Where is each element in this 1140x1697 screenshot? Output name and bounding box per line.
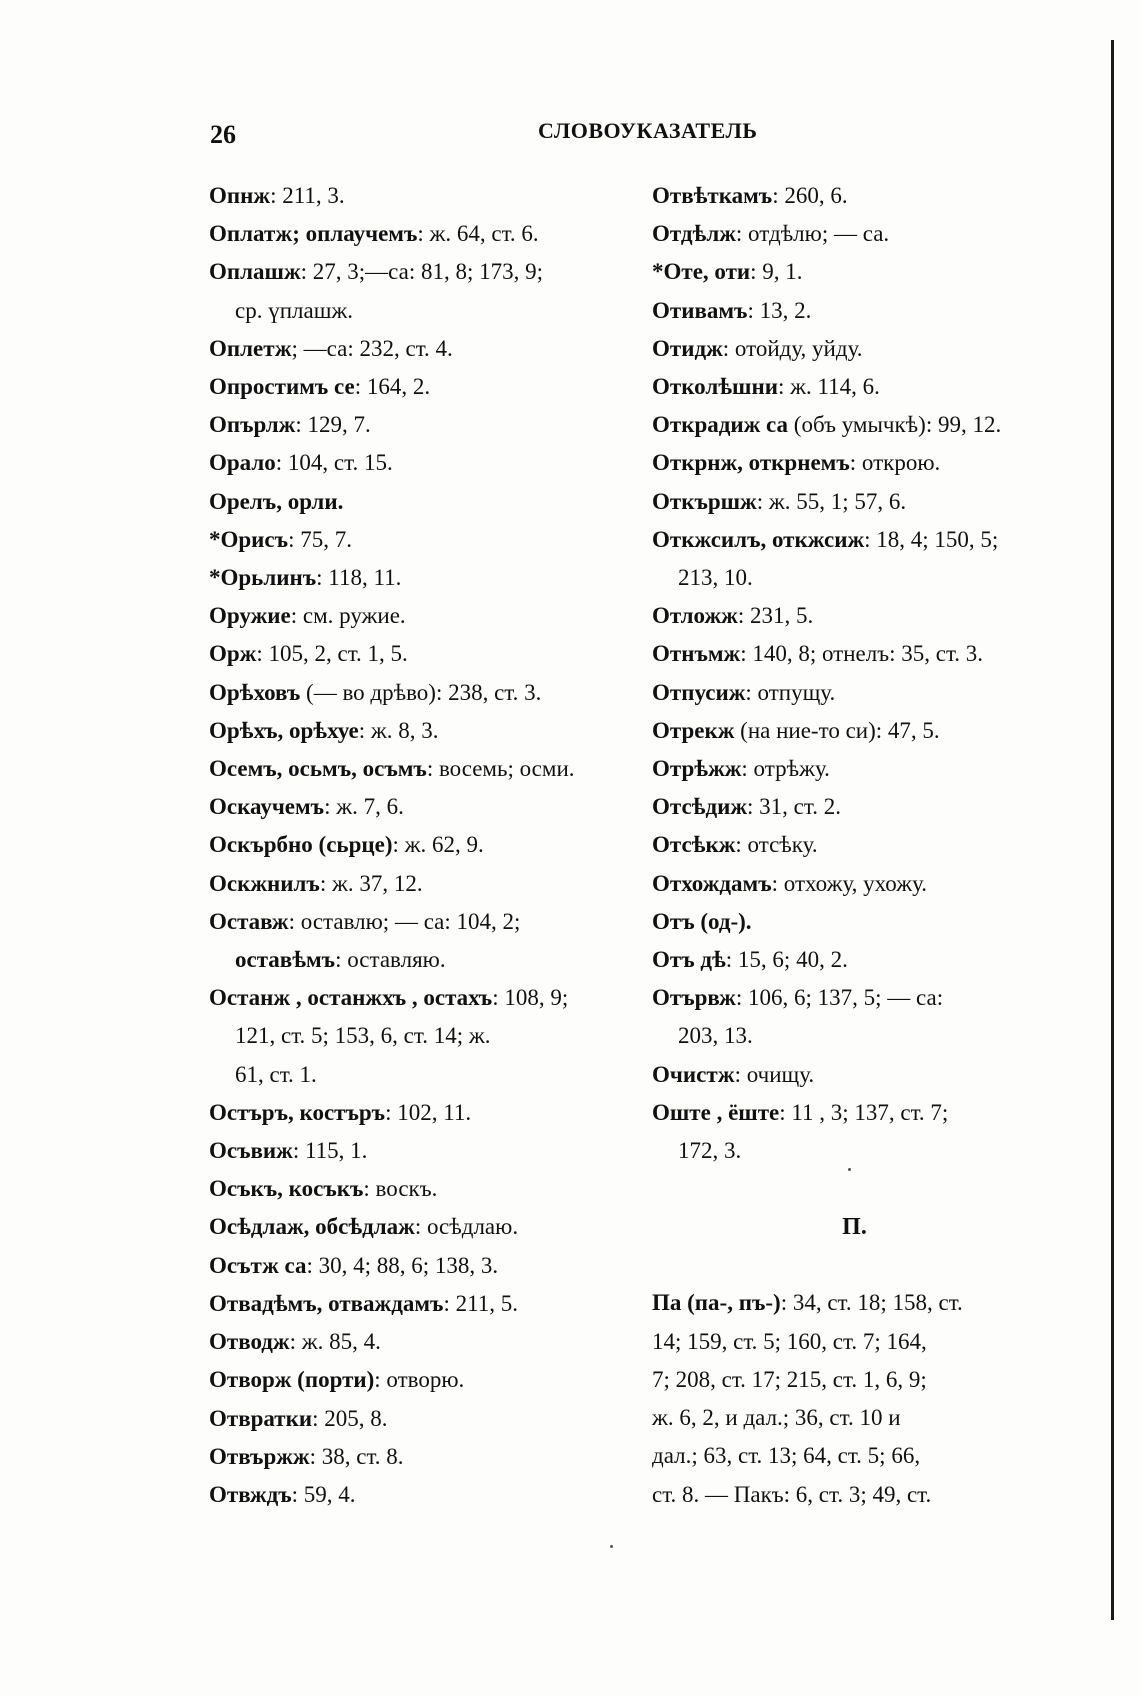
entry-reference: : 104, ст. 15.: [275, 450, 393, 476]
entry-headword: Опнж: [209, 183, 271, 208]
entry-reference: : 9, 1.: [750, 259, 803, 285]
entry-reference: : см. ружие.: [290, 603, 406, 629]
entry-reference: : 15, 6; 40, 2.: [725, 947, 848, 973]
entry-reference: : ж. 37, 12.: [319, 870, 423, 896]
entry-reference: ; —са: 232, ст. 4.: [291, 335, 453, 361]
index-entry: [209, 1056, 629, 1094]
index-entry: [652, 483, 1097, 521]
index-entry: [209, 979, 629, 1017]
entry-headword: Отводж: [209, 1329, 290, 1355]
entry-reference: : 211, 5.: [443, 1290, 518, 1316]
entry-reference: : отворю.: [374, 1367, 465, 1393]
entry-headword: *Орисъ: [209, 526, 289, 552]
entry-reference: : оставлю; — са: 104, 2;: [288, 908, 521, 934]
index-entry: [652, 1323, 1097, 1361]
running-title: СЛОВОУКАЗАТЕЛЬ: [538, 118, 758, 143]
entry-headword: Отворж (порти): [209, 1367, 375, 1393]
entry-reference: : 11 , 3; 137, ст. 7;: [779, 1099, 949, 1125]
entry-reference: : ж. 8, 3.: [358, 717, 439, 743]
entry-reference: (объ умычкѣ): 99, 12.: [788, 412, 1002, 438]
index-entry: [652, 826, 1097, 864]
index-entry: [209, 1132, 629, 1170]
index-entry: [652, 1361, 1097, 1399]
index-entry: [652, 979, 1097, 1017]
right-column-o-entries: [652, 177, 1097, 1170]
entry-headword: Орѣхъ, орѣхуе: [209, 717, 359, 743]
index-entry: [652, 1017, 1097, 1055]
entry-headword: Откършж: [652, 488, 757, 514]
index-entry: [209, 177, 629, 215]
entry-reference: : 31, ст. 2.: [747, 794, 841, 820]
index-entry: [652, 521, 1097, 559]
entry-headword: Опърлж: [209, 412, 296, 438]
index-entry: [209, 368, 629, 406]
entry-headword: Отвждъ: [209, 1481, 292, 1507]
entry-reference: : отсѣку.: [735, 832, 818, 858]
index-entry: [209, 865, 629, 903]
section-gap: [652, 1246, 1097, 1284]
index-entry: [652, 865, 1097, 903]
entry-headword: Отвържж: [209, 1443, 310, 1469]
index-entry: [652, 1094, 1097, 1132]
index-entry: [209, 903, 629, 941]
entry-reference: 213, 10.: [678, 565, 753, 591]
section-letter: П.: [842, 1214, 867, 1241]
index-entry: [209, 826, 629, 864]
entry-reference: : 106, 6; 137, 5; — са:: [735, 985, 944, 1011]
entry-reference: : 118, 11.: [316, 565, 402, 591]
entry-reference: : отойду, уйду.: [722, 335, 863, 361]
speck: [848, 1168, 851, 1171]
entry-reference: : 34, ст. 18; 158, ст.: [780, 1290, 963, 1316]
entry-reference: : ж. 62, 9.: [392, 832, 484, 858]
index-entry: [209, 597, 629, 635]
right-column-p-entries: [652, 1284, 1097, 1513]
index-entry: [652, 1056, 1097, 1094]
entry-headword: Оплетж: [209, 335, 292, 361]
index-entry: [652, 635, 1097, 673]
index-entry: [652, 368, 1097, 406]
index-entry: [209, 406, 629, 444]
entry-headword: Оскжнилъ: [209, 870, 320, 896]
index-entry: [652, 941, 1097, 979]
entry-reference: 61, ст. 1.: [235, 1061, 317, 1087]
entry-reference: : оставляю.: [335, 947, 446, 973]
index-entry: [209, 941, 629, 979]
entry-headword: Оскаучемъ: [209, 794, 325, 820]
entry-reference: : ж. 114, 6.: [777, 374, 880, 400]
entry-reference: : ж. 7, 6.: [324, 794, 404, 820]
index-entry: [209, 674, 629, 712]
entry-headword: Оплашж: [209, 259, 301, 285]
entry-reference: : 102, 11.: [385, 1099, 472, 1125]
entry-reference: : восемь; осми.: [426, 756, 575, 782]
entry-reference: : отхожу, ухожу.: [771, 870, 928, 896]
entry-reference: : 211, 3.: [270, 183, 345, 208]
entry-headword: *Орьлинъ: [209, 565, 317, 591]
entry-headword: Оскърбно (сьрце): [209, 832, 393, 858]
entry-headword: Отложж: [652, 603, 738, 629]
left-column: [209, 177, 629, 1514]
index-entry: [209, 1017, 629, 1055]
index-entry: [209, 559, 629, 597]
entry-reference: : 260, 6.: [772, 183, 848, 208]
index-entry: [652, 1284, 1097, 1322]
entry-reference: (— во дрѣво): 238, ст. 3.: [300, 679, 542, 705]
index-entry: [652, 177, 1097, 215]
entry-reference: : 108, 9;: [492, 985, 569, 1011]
entry-headword: Оште , ёште: [652, 1099, 780, 1125]
entry-headword: Отнъмж: [652, 641, 741, 667]
index-entry: [209, 292, 629, 330]
index-entry: [652, 788, 1097, 826]
entry-headword: Осъкъ, косъкъ: [209, 1176, 364, 1202]
index-entry: [209, 1400, 629, 1438]
entry-headword: Оплатж; оплаучемъ: [209, 221, 418, 247]
entry-headword: Осемъ, осьмъ, осъмъ: [209, 756, 427, 782]
index-entry: [652, 1132, 1097, 1170]
entry-headword: *Оте, оти: [652, 259, 751, 285]
index-entry: [652, 253, 1097, 291]
index-entry: [209, 1170, 629, 1208]
entry-headword: Отъ (од-).: [652, 908, 752, 934]
index-entry: [652, 406, 1097, 444]
entry-headword: Останж , останжхъ , остахъ: [209, 985, 493, 1011]
index-entry: [652, 1476, 1097, 1514]
index-entry: [209, 1247, 629, 1285]
entry-headword: Отидж: [652, 335, 723, 361]
entry-reference: : 75, 7.: [288, 526, 352, 552]
entry-reference: : 205, 8.: [312, 1405, 388, 1431]
index-entry: [209, 1361, 629, 1399]
page-edge-rule: [1111, 40, 1114, 1620]
entry-headword: Оружие: [209, 603, 291, 629]
index-entry: [209, 1476, 629, 1514]
index-entry: [652, 1437, 1097, 1475]
entry-headword: Отколѣшни: [652, 374, 778, 400]
entry-reference: ст. 8. — Пакъ: 6, ст. 3; 49, ст.: [652, 1481, 932, 1507]
entry-headword: Остъръ, костъръ: [209, 1099, 386, 1125]
entry-reference: : 140, 8; отнелъ: 35, ст. 3.: [740, 641, 984, 667]
entry-reference: : осѣдлаю.: [414, 1214, 519, 1240]
entry-reference: : открою.: [849, 450, 941, 476]
entry-reference: : 18, 4; 150, 5;: [864, 526, 999, 552]
entry-headword: Открадиж са: [652, 412, 789, 438]
entry-headword: Осътж са: [209, 1252, 307, 1278]
index-entry: [652, 559, 1097, 597]
index-entry: [652, 330, 1097, 368]
entry-headword: Орж: [209, 641, 257, 667]
index-entry: [209, 215, 629, 253]
entry-reference: : воскъ.: [363, 1176, 438, 1202]
index-entry: [209, 750, 629, 788]
entry-reference: 7; 208, ст. 17; 215, ст. 1, 6, 9;: [652, 1366, 927, 1392]
entry-headword: Орелъ, орли.: [209, 488, 344, 514]
entry-reference: : ж. 85, 4.: [289, 1329, 381, 1355]
entry-headword: Отвѣткамъ: [652, 183, 773, 208]
entry-headword: оставѣмъ: [235, 947, 336, 973]
speck: [610, 1545, 613, 1548]
page-number: 26: [210, 120, 236, 149]
index-entry: [209, 1208, 629, 1246]
entry-reference: 14; 159, ст. 5; 160, ст. 7; 164,: [652, 1328, 927, 1354]
entry-reference: : 59, 4.: [291, 1481, 356, 1507]
entry-headword: Откжсилъ, откжсиж: [652, 526, 865, 552]
entry-reference: дал.; 63, ст. 13; 64, ст. 5; 66,: [652, 1443, 921, 1469]
index-entry: [652, 1399, 1097, 1437]
entry-headword: Орѣховъ: [209, 679, 301, 705]
index-entry: [209, 1285, 629, 1323]
index-entry: [209, 253, 629, 291]
index-entry: [209, 1094, 629, 1132]
entry-reference: : 231, 5.: [737, 603, 814, 629]
index-entry: [209, 1438, 629, 1476]
entry-reference: : 164, 2.: [354, 374, 431, 400]
entry-headword: Отрѣжж: [652, 756, 742, 782]
entry-reference: (на ние-то си): 47, 5.: [734, 717, 940, 743]
index-entry: [209, 788, 629, 826]
entry-reference: : 27, 3;—са: 81, 8; 173, 9;: [300, 259, 544, 285]
index-entry: [209, 635, 629, 673]
entry-reference: : отдѣлю; — са.: [735, 221, 890, 247]
index-entry: [652, 215, 1097, 253]
entry-reference: 172, 3.: [678, 1138, 742, 1164]
entry-reference: : 30, 4; 88, 6; 138, 3.: [306, 1252, 499, 1278]
entry-reference: : очищу.: [734, 1061, 815, 1087]
index-entry: [652, 292, 1097, 330]
right-column: [652, 177, 1097, 1514]
entry-headword: Отъ дѣ: [652, 947, 726, 973]
entry-reference: : отрѣжу.: [741, 756, 830, 782]
entry-reference: : 115, 1.: [292, 1138, 368, 1164]
index-entry: [209, 483, 629, 521]
entry-headword: Отрекж: [652, 717, 735, 743]
index-entry: [652, 750, 1097, 788]
entry-headword: Отсѣдиж: [652, 794, 748, 820]
index-entry: [209, 521, 629, 559]
entry-headword: Опростимъ се: [209, 374, 355, 400]
index-entry: [652, 712, 1097, 750]
entry-headword: Отивамъ: [652, 297, 748, 323]
entry-headword: Очистж: [652, 1061, 735, 1087]
entry-reference: : ж. 55, 1; 57, 6.: [756, 488, 907, 514]
index-entry: [652, 903, 1097, 941]
section-gap: [652, 1170, 1097, 1208]
entry-headword: Отвратки: [209, 1405, 313, 1431]
entry-reference: : 13, 2.: [747, 297, 812, 323]
entry-reference: : ж. 64, ст. 6.: [417, 221, 539, 247]
entry-reference: 203, 13.: [678, 1023, 753, 1049]
entry-headword: Оставж: [209, 908, 289, 934]
entry-headword: Осъвиж: [209, 1138, 293, 1164]
index-entry: [652, 674, 1097, 712]
entry-reference: ж. 6, 2, и дал.; 36, ст. 10 и: [652, 1405, 901, 1431]
index-entry: [209, 330, 629, 368]
entry-headword: Отвадѣмъ, отваждамъ: [209, 1290, 444, 1316]
entry-reference: : 38, ст. 8.: [309, 1443, 404, 1469]
entry-headword: Осѣдлаж, обсѣдлаж: [209, 1214, 415, 1240]
entry-headword: Отървж: [652, 985, 736, 1011]
index-entry: [652, 444, 1097, 482]
entry-reference: : отпущу.: [745, 679, 836, 705]
entry-headword: Отсѣкж: [652, 832, 736, 858]
index-entry: [209, 712, 629, 750]
entry-headword: Отхождамъ: [652, 870, 772, 896]
entry-headword: Па (па-, пъ-): [652, 1290, 781, 1316]
entry-reference: : 129, 7.: [295, 412, 371, 438]
entry-headword: Отдѣлж: [652, 221, 736, 247]
entry-headword: Отпусиж: [652, 679, 746, 705]
entry-reference: ср. үплашж.: [235, 297, 354, 323]
entry-reference: 121, ст. 5; 153, 6, ст. 14; ж.: [235, 1023, 491, 1049]
entry-headword: Орало: [209, 450, 276, 476]
index-entry: [209, 1323, 629, 1361]
index-entry: [209, 444, 629, 482]
entry-headword: Открнж, открнемъ: [652, 450, 850, 476]
index-entry: [652, 597, 1097, 635]
entry-reference: : 105, 2, ст. 1, 5.: [256, 641, 408, 667]
